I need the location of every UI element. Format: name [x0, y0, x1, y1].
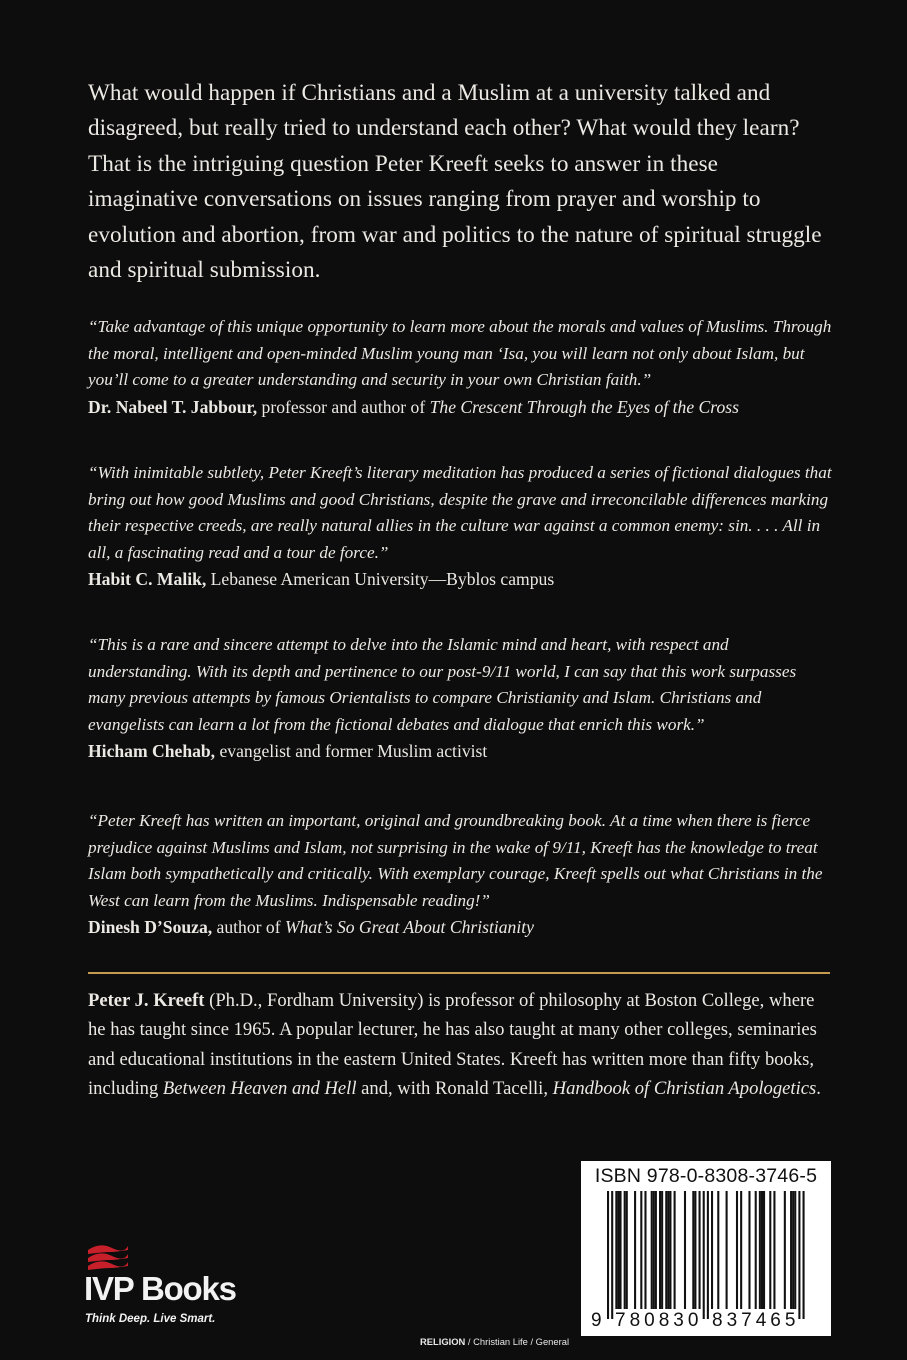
- endorsement-quote: “Peter Kreeft has written an important, original and groundbreaking book. At a time when there is fierce prejudice against Muslims and Islam, not surprising in the wake of 9/11, Kreeft has the knowledge to treat Islam both sympathetically and critically. With exemplary courage, Kreeft spells out what Christians in the West can learn from the Muslims. Indispensable reading!”: [88, 811, 823, 910]
- publisher-tagline: Think Deep. Live Smart.: [85, 1313, 216, 1325]
- barcode-bar: [644, 1191, 646, 1309]
- endorsement-4: [88, 808, 833, 941]
- barcode-bar: [667, 1191, 669, 1309]
- barcode-bar: [619, 1191, 621, 1309]
- barcode-bar: [624, 1191, 626, 1309]
- flame-icon: [86, 1240, 130, 1272]
- author-work: Between Heaven and Hell: [162, 1078, 357, 1100]
- endorser-role: Lebanese American University—Byblos campus: [206, 569, 555, 590]
- barcode-bar: [740, 1191, 742, 1309]
- barcode-bar: [615, 1191, 617, 1309]
- author-name: Peter J. Kreeft: [88, 990, 205, 1011]
- barcode-bar: [617, 1191, 619, 1309]
- divider-rule: [88, 972, 830, 974]
- book-description: What would happen if Christians and a Muslim at a university talked and disagreed, but really tried to understand each other? What would they learn? That is the intriguing question Peter Kreeft seeks to answer in these imaginative conversations on issues ranging from prayer and worship to evolution and abortion, from war and politics to the nature of spiritual struggle and spiritual submission.: [88, 80, 822, 284]
- barcode-bar: [761, 1191, 763, 1309]
- barcode-bar: [661, 1191, 663, 1309]
- barcode-bar: [634, 1191, 636, 1309]
- barcode-bar: [794, 1191, 796, 1309]
- barcode-bar: [665, 1191, 667, 1309]
- barcode-bar: [669, 1191, 671, 1309]
- isbn-label: ISBN 978-0-8308-3746-5: [594, 1165, 818, 1187]
- author-work: Handbook of Christian Apologetics: [552, 1078, 817, 1100]
- endorsement-attribution: [88, 914, 833, 941]
- endorser-role: professor and author of: [257, 396, 430, 417]
- barcode-bar: [763, 1191, 765, 1309]
- author-bio-text: (Ph.D., Fordham University) is professor of philosophy at Boston College, where he has taught since 1965. A popular lecturer, he has also taught at many other colleges, seminaries and educational institutions in the eastern United States. Kreeft has written more than fifty books, including: [88, 990, 817, 1100]
- barcode-bar: [803, 1191, 805, 1319]
- barcode-bar: [655, 1191, 657, 1309]
- endorser-name: Dr. Nabeel T. Jabbour,: [88, 396, 258, 417]
- barcode-bar: [692, 1191, 694, 1309]
- barcode-bar: [684, 1191, 686, 1309]
- endorsement-1: [88, 314, 833, 420]
- category-main: RELIGION: [420, 1336, 466, 1347]
- endorser-work: The Crescent Through the Eyes of the Cross: [429, 396, 739, 417]
- endorsement-2: [88, 460, 833, 593]
- author-bio-text: and, with Ronald Tacelli,: [356, 1078, 553, 1100]
- barcode-bar: [711, 1191, 713, 1309]
- barcode-digit-lead: 9: [591, 1310, 602, 1331]
- barcode-bar: [707, 1191, 709, 1319]
- endorser-name: Dinesh D’Souza,: [88, 917, 213, 938]
- barcode-bar: [640, 1191, 642, 1309]
- barcode-bar: [798, 1191, 800, 1319]
- barcode-bar: [694, 1191, 696, 1309]
- endorser-role: evangelist and former Muslim activist: [215, 741, 488, 762]
- author-bio: [88, 986, 833, 1104]
- endorser-role: author of: [212, 917, 285, 938]
- barcode-bar: [790, 1191, 792, 1309]
- category-label: [420, 1336, 569, 1347]
- barcode-digit-right: 837465: [712, 1310, 800, 1331]
- barcode-bar: [651, 1191, 653, 1309]
- barcode-bar: [773, 1191, 775, 1309]
- endorser-name: Habit C. Malik,: [88, 569, 207, 590]
- endorser-name: Hicham Chehab,: [88, 741, 216, 762]
- endorsement-quote: “This is a rare and sincere attempt to delve into the Islamic mind and heart, with respect and understanding. With its depth and pertinence to our post-9/11 world, I can say that this work surpasses many previous attempts by famous Orientalists to compare Christianity and Islam. Christians and evangelists can learn a lot from the fictional debates and dialogue that enrich this work.”: [88, 635, 797, 734]
- endorsement-attribution: [88, 566, 833, 593]
- barcode-bar: [726, 1191, 728, 1309]
- endorsement-attribution: [88, 394, 833, 421]
- barcode-bar: [717, 1191, 719, 1309]
- publisher-name: IVP Books: [84, 1270, 236, 1307]
- barcode-bar: [626, 1191, 628, 1309]
- category-sub: / Christian Life / General: [465, 1336, 570, 1347]
- endorsement-quote: “With inimitable subtlety, Peter Kreeft’s literary meditation has produced a series of fictional dialogues that bring out how good Muslims and good Christians, despite the grave and irreconcilable differences marking their respective creeds, are really natural allies in the culture war against a common enemy: sin. . . . All in all, a fascinating read and a tour de force.”: [88, 463, 832, 562]
- barcode-bar: [736, 1191, 738, 1309]
- barcode-bar: [703, 1191, 705, 1319]
- author-bio-text: .: [816, 1078, 821, 1100]
- barcode-bar: [759, 1191, 761, 1309]
- barcode-bar: [699, 1191, 701, 1309]
- barcode-bar: [607, 1191, 609, 1319]
- barcode-bar: [659, 1191, 661, 1309]
- publisher-logo: [84, 1240, 284, 1340]
- endorsement-3: [88, 632, 833, 765]
- barcode-bar: [792, 1191, 794, 1309]
- barcode-digit-left: 780830: [615, 1310, 703, 1331]
- barcode-bar: [748, 1191, 750, 1309]
- barcode-bar: [769, 1191, 771, 1309]
- barcode-bar: [611, 1191, 613, 1319]
- endorsement-quote: “Take advantage of this unique opportunity to learn more about the morals and values of Muslims. Through the moral, intelligent and open-minded Muslim young man ‘Isa, you will learn not only about Islam, but you’ll come to a greater understanding and security in your own Christian faith.”: [88, 317, 832, 390]
- barcode-bar: [784, 1191, 786, 1309]
- barcode-bar: [653, 1191, 655, 1309]
- barcode-bar: [755, 1191, 757, 1309]
- barcode-bar: [674, 1191, 676, 1309]
- endorser-work: What’s So Great About Christianity: [284, 917, 534, 938]
- endorsement-attribution: [88, 738, 833, 765]
- isbn-barcode: [581, 1161, 831, 1336]
